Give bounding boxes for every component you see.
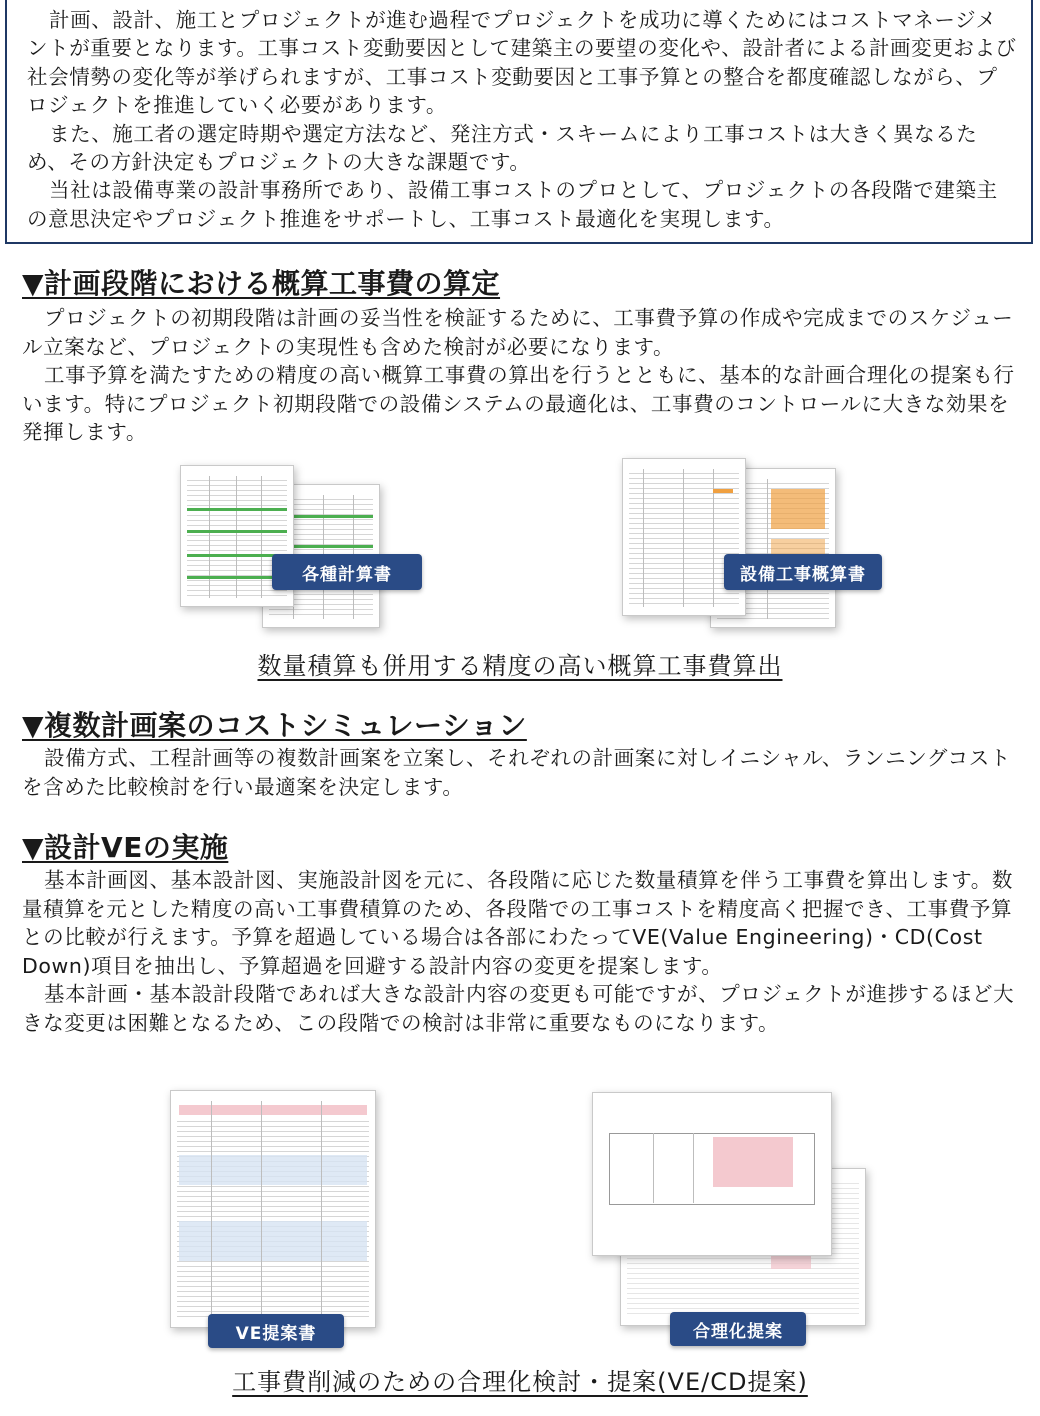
badge-rationalization: 合理化提案 bbox=[670, 1312, 806, 1346]
intro-paragraph: 計画、設計、施工とプロジェクトが進む過程でプロジェクトを成功に導くためにはコストマネージメントが重要となります。工事コスト変動要因として建築主の要望の変化や、設計者による計画変更および社会情勢の変化等が挙げられますが、工事コスト変動要因と工事予算との整合を都度確認しながら、プロジェクトを推進していく必要があります。 bbox=[27, 8, 1017, 118]
document-thumbnail bbox=[622, 458, 746, 616]
figure-caption-estimate: 数量積算も併用する精度の高い概算工事費算出 bbox=[257, 652, 783, 680]
section-paragraph: 工事予算を満たすための精度の高い概算工事費の算出を行うとともに、基本的な計画合理化の提案も行います。特にプロジェクト初期段階での設備システムの最適化は、工事費のコントロールに大きな効果を発揮します。 bbox=[22, 363, 1015, 445]
intro-box bbox=[5, 0, 1033, 244]
section-heading-ve: ▼設計VEの実施 bbox=[22, 831, 229, 864]
figure-caption-ve: 工事費削減のための合理化検討・提案(VE/CD提案) bbox=[232, 1368, 808, 1396]
section-paragraph: プロジェクトの初期段階は計画の妥当性を検証するために、工事費予算の作成や完成までのスケジュール立案など、プロジェクトの実現性も含めた検討が必要になります。 bbox=[22, 306, 1014, 359]
badge-calculation-sheets: 各種計算書 bbox=[272, 554, 422, 590]
intro-paragraph: 当社は設備専業の設計事務所であり、設備工事コストのプロとして、プロジェクトの各段階で建築主の意思決定やプロジェクト推進をサポートし、工事コスト最適化を実現します。 bbox=[27, 178, 998, 231]
drawing-thumbnail bbox=[592, 1092, 832, 1256]
section-paragraph: 設備方式、工程計画等の複数計画案を立案し、それぞれの計画案に対しイニシャル、ランニングコストを含めた比較検討を行い最適案を決定します。 bbox=[22, 746, 1011, 799]
section-body-ve bbox=[22, 866, 1022, 1038]
section-paragraph: 基本計画・基本設計段階であれば大きな設計内容の変更も可能ですが、プロジェクトが進捗するほど大きな変更は困難となるため、この段階での検討は非常に重要なものになります。 bbox=[22, 982, 1015, 1035]
section-heading-simulation: ▼複数計画案のコストシミュレーション bbox=[22, 709, 527, 742]
section-body-simulation bbox=[22, 744, 1022, 801]
section-paragraph: 基本計画図、基本設計図、実施設計図を元に、各段階に応じた数量積算を伴う工事費を算出します。数量積算を元とした精度の高い工事費積算のため、各段階での工事コストを精度高く把握でき、工事費予算との比較が行えます。予算を超過している場合は各部にわたってVE(Value Engineering)・CD(Cost Down)項目を抽出し、予算超過を回避する設計内容の変更を提案します。 bbox=[22, 868, 1013, 978]
section-heading-estimate: ▼計画段階における概算工事費の算定 bbox=[22, 267, 501, 300]
badge-equipment-estimate: 設備工事概算書 bbox=[724, 554, 882, 590]
section-body-estimate bbox=[22, 304, 1022, 447]
document-thumbnail bbox=[170, 1090, 376, 1328]
badge-ve-proposal: VE提案書 bbox=[208, 1314, 344, 1348]
intro-paragraph: また、施工者の選定時期や選定方法など、発注方式・スキームにより工事コストは大きく異なるため、その方針決定もプロジェクトの大きな課題です。 bbox=[27, 121, 978, 175]
